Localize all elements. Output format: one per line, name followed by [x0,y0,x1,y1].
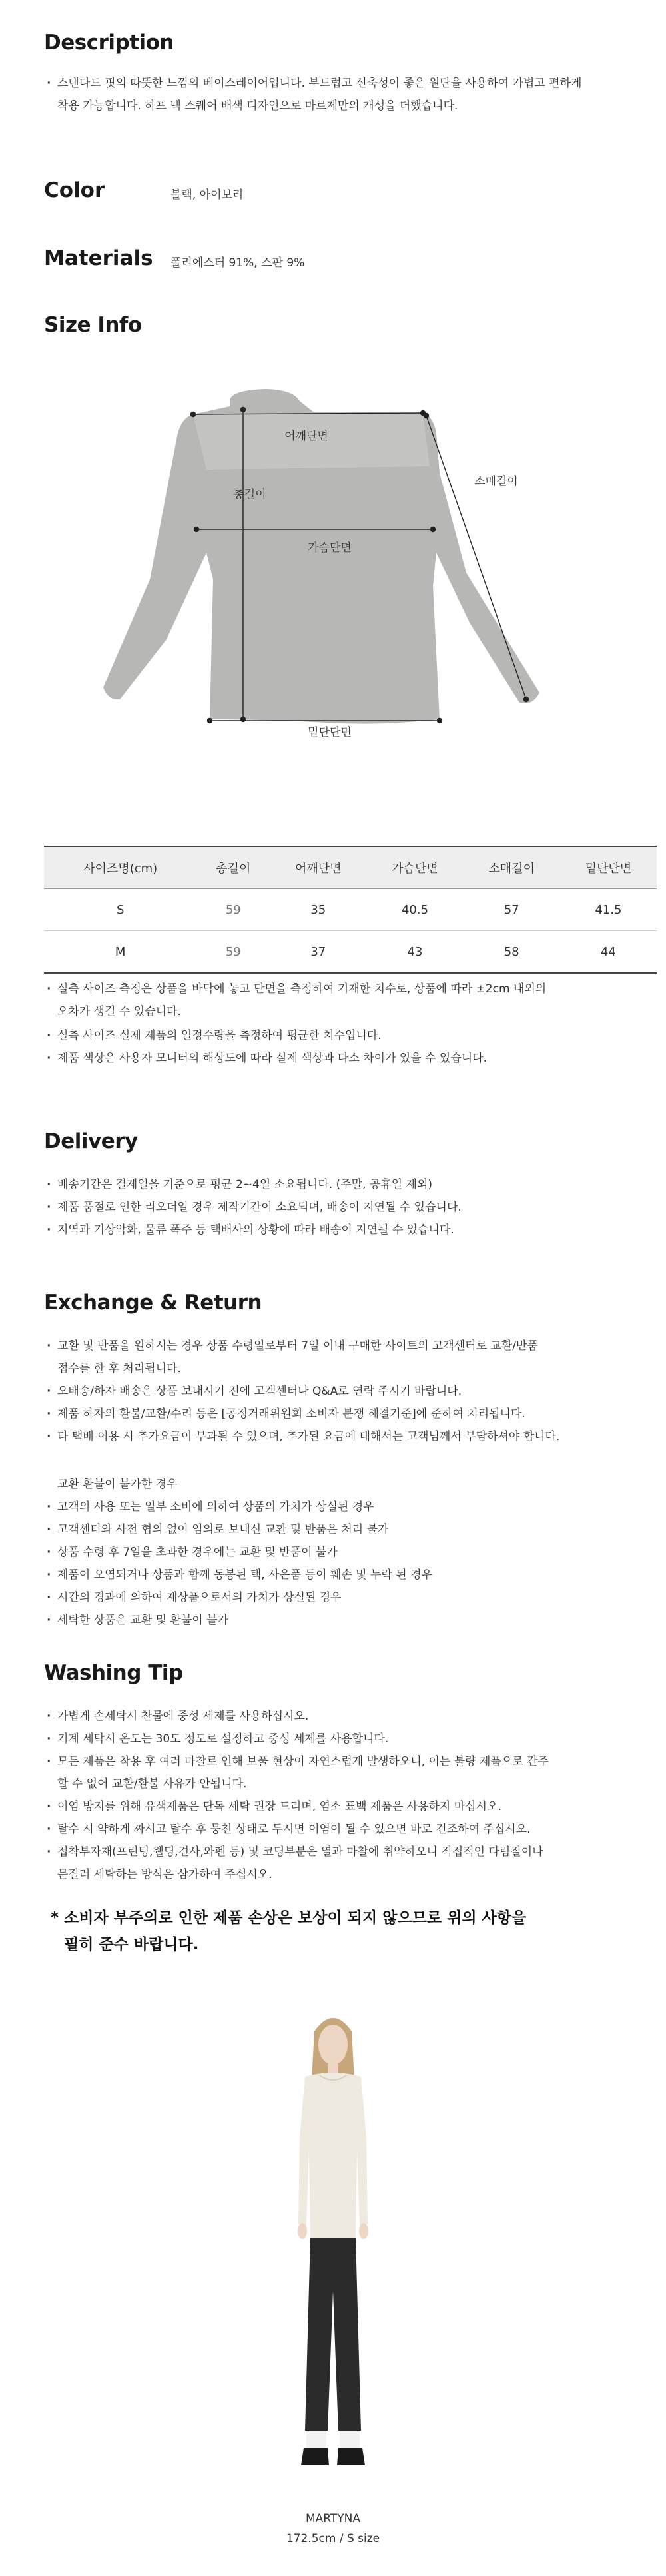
label-shoulder: 어깨단면 [284,430,328,443]
size-note: 오차가 생길 수 있습니다. [57,1005,181,1018]
color-label: Color [44,178,105,202]
exchange-unavailable-item: · 세탁한 상품은 교환 및 환불이 불가 [44,1609,643,1632]
description-line: · 스탠다드 핏의 따뜻한 느낌의 베이스레이어입니다. 부드럽고 신축성이 좋은 원단을 사용하여 가볍고 편하게 [44,72,630,95]
exchange-unavailable-item: · 고객의 사용 또는 일부 소비에 의하여 상품의 가치가 상실된 경우 [44,1496,643,1518]
label-chest: 가슴단면 [308,541,352,555]
label-length: 총길이 [233,488,266,501]
table-cell: 58 [464,931,560,974]
description-line: 착용 가능합니다. 하프 넥 스퀘어 배색 디자인으로 마르제만의 개성을 더했습니다. [57,99,458,113]
table-cell: 57 [464,889,560,931]
model-photo [266,2005,400,2484]
size-table-header: 어깨단면 [270,846,366,889]
exchange-unavailable-item: · 제품이 오염되거나 상품과 함께 동봉된 택, 사은품 등이 훼손 및 누락 된 경우 [44,1564,643,1586]
washing-item: · 모든 제품은 착용 후 여러 마찰로 인해 보풀 현상이 자연스럽게 발생하오니, 이는 불량 제품으로 간주 [44,1750,643,1773]
exchange-item: 접수를 한 후 처리됩니다. [57,1362,181,1375]
delivery-list [44,1173,643,1241]
size-table-header: 밑단단면 [560,846,657,889]
color-value: 블랙, 아이보리 [170,188,244,202]
size-table-header-row [44,846,657,889]
size-info-title: Size Info [44,313,142,337]
size-table-header: 소매길이 [464,846,560,889]
table-cell: 59 [196,889,270,931]
size-note: · 실측 사이즈 측정은 상품을 바닥에 놓고 단면을 측정하여 기재한 치수로, 상품에 따라 ±2cm 내외의 [44,978,643,1000]
model-info: 172.5cm / S size [286,2532,380,2545]
size-table [44,846,657,974]
exchange-item: · 타 택배 이용 시 추가요금이 부과될 수 있으며, 추가된 요금에 대해서는 고객님께서 부담하셔야 합니다. [44,1425,643,1448]
delivery-item: · 배송기간은 결제일을 기준으로 평균 2~4일 소요됩니다. (주말, 공휴일 제외) [44,1173,643,1196]
materials-value: 폴리에스터 91%, 스판 9% [170,256,305,270]
exchange-list [44,1380,643,1448]
washing-item: · 가볍게 손세탁시 찬물에 중성 세제를 사용하십시오. [44,1705,643,1728]
notice-line: 필히 준수 바랍니다. [64,1936,199,1953]
size-name-cell: S [44,889,196,931]
size-table-header: 가슴단면 [366,846,463,889]
size-table-header: 사이즈명(cm) [44,846,196,889]
washing-list [44,1705,643,1773]
exchange-unavailable-list [44,1496,643,1632]
washing-item: 할 수 없어 교환/환불 사유가 안됩니다. [57,1777,247,1791]
exchange-unavailable-item: · 시간의 경과에 의하여 재상품으로서의 가치가 상실된 경우 [44,1586,643,1609]
washing-item: · 접착부자재(프린팅,웰딩,견사,와펜 등) 및 코딩부분은 열과 마찰에 취약하오니 직접적인 다림질이나 [44,1841,643,1863]
table-cell: 35 [270,889,366,931]
table-cell: 37 [270,931,366,974]
label-sleeve: 소매길이 [474,475,518,488]
exchange-list [44,1335,643,1357]
description-list [44,72,630,95]
materials-label: Materials [44,246,153,270]
table-cell: 59 [196,931,270,974]
size-notes-list [44,978,643,1000]
table-cell: 41.5 [560,889,657,931]
exchange-item: · 제품 하자의 환불/교환/수리 등은 [공정거래위원회 소비자 분쟁 해결기준]에 준하여 처리됩니다. [44,1403,643,1425]
size-notes-list [44,1024,643,1070]
size-diagram [100,386,553,746]
size-table-header: 총길이 [196,846,270,889]
delivery-item: · 지역과 기상악화, 물류 폭주 등 택배사의 상황에 따라 배송이 지연될 수 있습니다. [44,1219,643,1241]
size-name-cell: M [44,931,196,974]
description-title: Description [44,31,174,55]
size-note: · 실측 사이즈 실제 제품의 일정수량을 측정하여 평균한 치수입니다. [44,1024,643,1047]
table-cell: 43 [366,931,463,974]
exchange-item: · 교환 및 반품을 원하시는 경우 상품 수령일로부터 7일 이내 구매한 사이트의 고객센터로 교환/반품 [44,1335,643,1357]
exchange-unavailable-title: 교환 환불이 불가한 경우 [57,1478,178,1491]
delivery-title: Delivery [44,1129,138,1153]
washing-item: · 이염 방지를 위해 유색제품은 단독 세탁 권장 드리며, 염소 표백 제품은 사용하지 마십시오. [44,1795,643,1818]
table-row [44,931,657,974]
exchange-item: · 오배송/하자 배송은 상품 보내시기 전에 고객센터나 Q&A로 연락 주시기 바랍니다. [44,1380,643,1403]
size-note: · 제품 색상은 사용자 모니터의 해상도에 따라 실제 색상과 다소 차이가 있을 수 있습니다. [44,1047,643,1070]
label-hem: 밑단단면 [308,726,352,739]
exchange-unavailable-item: · 상품 수령 후 7일을 초과한 경우에는 교환 및 반품이 불가 [44,1541,643,1564]
delivery-item: · 제품 품절로 인한 리오더일 경우 제작기간이 소요되며, 배송이 지연될 수 있습니다. [44,1196,643,1219]
notice-line: * 소비자 부주의로 인한 제품 손상은 보상이 되지 않으므로 위의 사항을 [51,1909,527,1927]
washing-item: · 기계 세탁시 온도는 30도 정도로 설정하고 중성 세제를 사용합니다. [44,1728,643,1750]
model-name: MARTYNA [306,2512,360,2525]
exchange-title: Exchange & Return [44,1291,262,1315]
table-row [44,889,657,931]
exchange-unavailable-item: · 고객센터와 사전 협의 없이 임의로 보내신 교환 및 반품은 처리 불가 [44,1518,643,1541]
washing-item: · 탈수 시 약하게 짜시고 탈수 후 뭉친 상태로 두시면 이염이 될 수 있으면 바로 건조하여 주십시오. [44,1818,643,1841]
table-cell: 44 [560,931,657,974]
table-cell: 40.5 [366,889,463,931]
washing-title: Washing Tip [44,1661,183,1685]
washing-item: 문질러 세탁하는 방식은 삼가하여 주십시오. [57,1868,272,1881]
washing-list [44,1795,643,1863]
